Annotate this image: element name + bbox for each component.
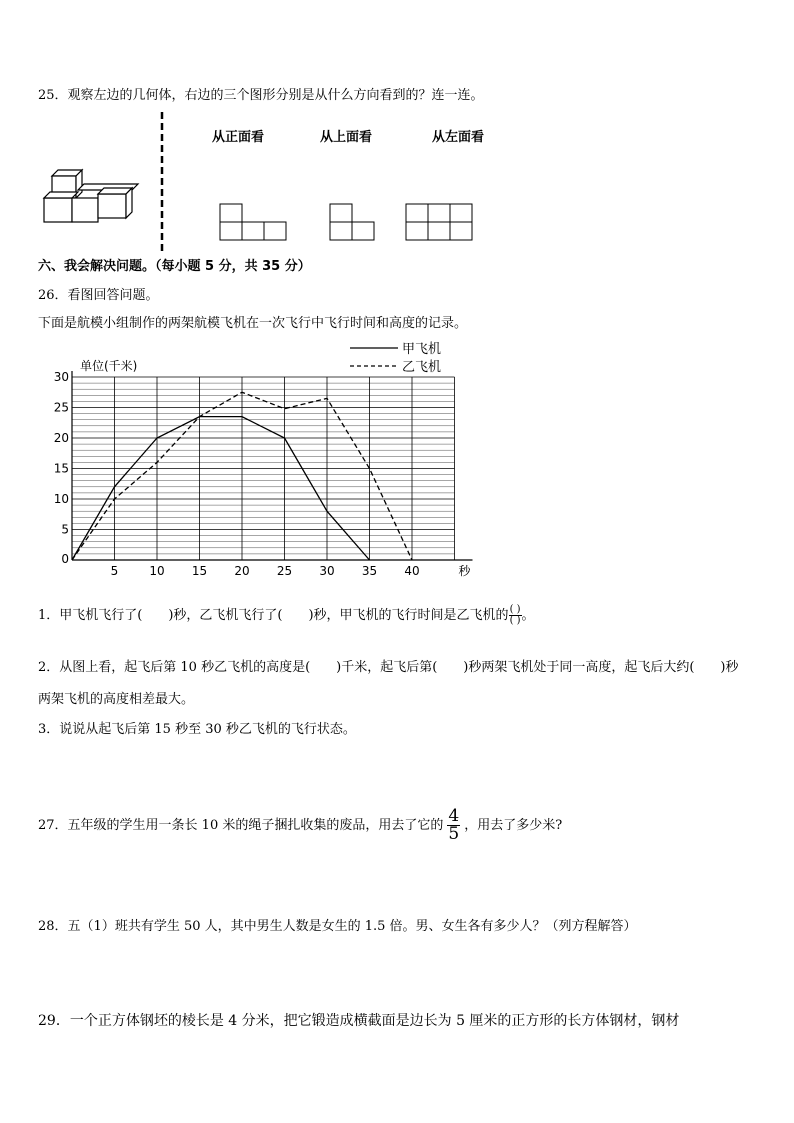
q26-title: 26．看图回答问题。 — [38, 288, 159, 303]
q27-denominator: 5 — [448, 824, 460, 844]
q26-sub1-end: 。 — [521, 608, 535, 623]
y-axis-label: 单位(千米) — [80, 359, 138, 373]
q27-fraction — [447, 808, 460, 843]
q26-sub2-line2: 两架飞机的高度相差最大。 — [38, 692, 195, 707]
q27-post: ，用去了多少米? — [464, 818, 563, 833]
q26-sub3: 3．说说从起飞后第 15 秒至 30 秒乙飞机的飞行状态。 — [38, 722, 356, 737]
legend-label-0: 甲飞机 — [402, 342, 442, 357]
y-tick-label: 15 — [53, 461, 69, 476]
y-tick-label: 5 — [61, 522, 69, 537]
view-label-top: 从上面看 — [320, 130, 373, 145]
q27-numerator: 4 — [448, 806, 460, 826]
cube-solid-figure — [42, 168, 142, 228]
view-label-left: 从左面看 — [432, 130, 485, 145]
q27-pre: 27．五年级的学生用一条长 10 米的绳子捆扎收集的废品，用去了它的 — [38, 818, 444, 833]
x-tick-label: 10 — [149, 564, 165, 578]
q27-text — [38, 808, 562, 843]
q25-text: 25．观察左边的几何体，右边的三个图形分别是从什么方向看到的？连一连。 — [38, 88, 484, 103]
divider-dashed — [160, 112, 166, 252]
q26-sub1 — [38, 604, 535, 626]
x-tick-label: 30 — [319, 564, 335, 578]
x-tick-label: 5 — [110, 564, 119, 578]
y-tick-label: 20 — [53, 431, 69, 445]
line-chart — [40, 338, 480, 578]
x-tick-label: 25 — [276, 564, 293, 578]
y-tick-label: 25 — [53, 400, 69, 415]
y-tick-label: 10 — [53, 492, 69, 506]
section-heading: 六、我会解决问题。（每小题 5 分，共 35 分） — [38, 259, 311, 274]
y-tick-label: 30 — [53, 370, 69, 384]
x-axis-label: 秒 — [458, 564, 471, 578]
x-tick-label: 20 — [234, 564, 250, 578]
view-shape-3 — [405, 203, 475, 243]
q26-intro: 下面是航模小组制作的两架航模飞机在一次飞行中飞行时间和高度的记录。 — [38, 316, 468, 331]
q29-text: 29．一个正方体钢坯的棱长是 4 分米，把它锻造成横截面是边长为 5 厘米的正方形的长方体钢材，钢材 — [38, 1013, 680, 1029]
q26-sub2-line1: 2．从图上看，起飞后第 10 秒乙飞机的高度是( )千米，起飞后第( )秒两架飞机处于同一高度，起飞后大约( )秒 — [38, 660, 739, 675]
q26-sub1-text: 1．甲飞机飞行了( )秒，乙飞机飞行了( )秒，甲飞机的飞行时间是乙飞机的 — [38, 608, 509, 623]
blank-fraction — [509, 605, 522, 626]
x-tick-label: 15 — [191, 564, 208, 578]
origin-label: 0 — [61, 552, 69, 566]
x-tick-label: 40 — [404, 564, 420, 578]
fraction-numerator: ( ) — [509, 604, 521, 615]
q28-text: 28．五（1）班共有学生 50 人，其中男生人数是女生的 1.5 倍。男、女生各有多少人？（列方程解答） — [38, 919, 637, 934]
view-shape-2 — [329, 203, 379, 243]
legend-label-1: 乙飞机 — [402, 360, 442, 375]
x-tick-label: 35 — [361, 564, 378, 578]
view-label-front: 从正面看 — [212, 130, 265, 145]
view-shape-1 — [219, 203, 289, 243]
fraction-denominator: ( ) — [509, 615, 521, 626]
